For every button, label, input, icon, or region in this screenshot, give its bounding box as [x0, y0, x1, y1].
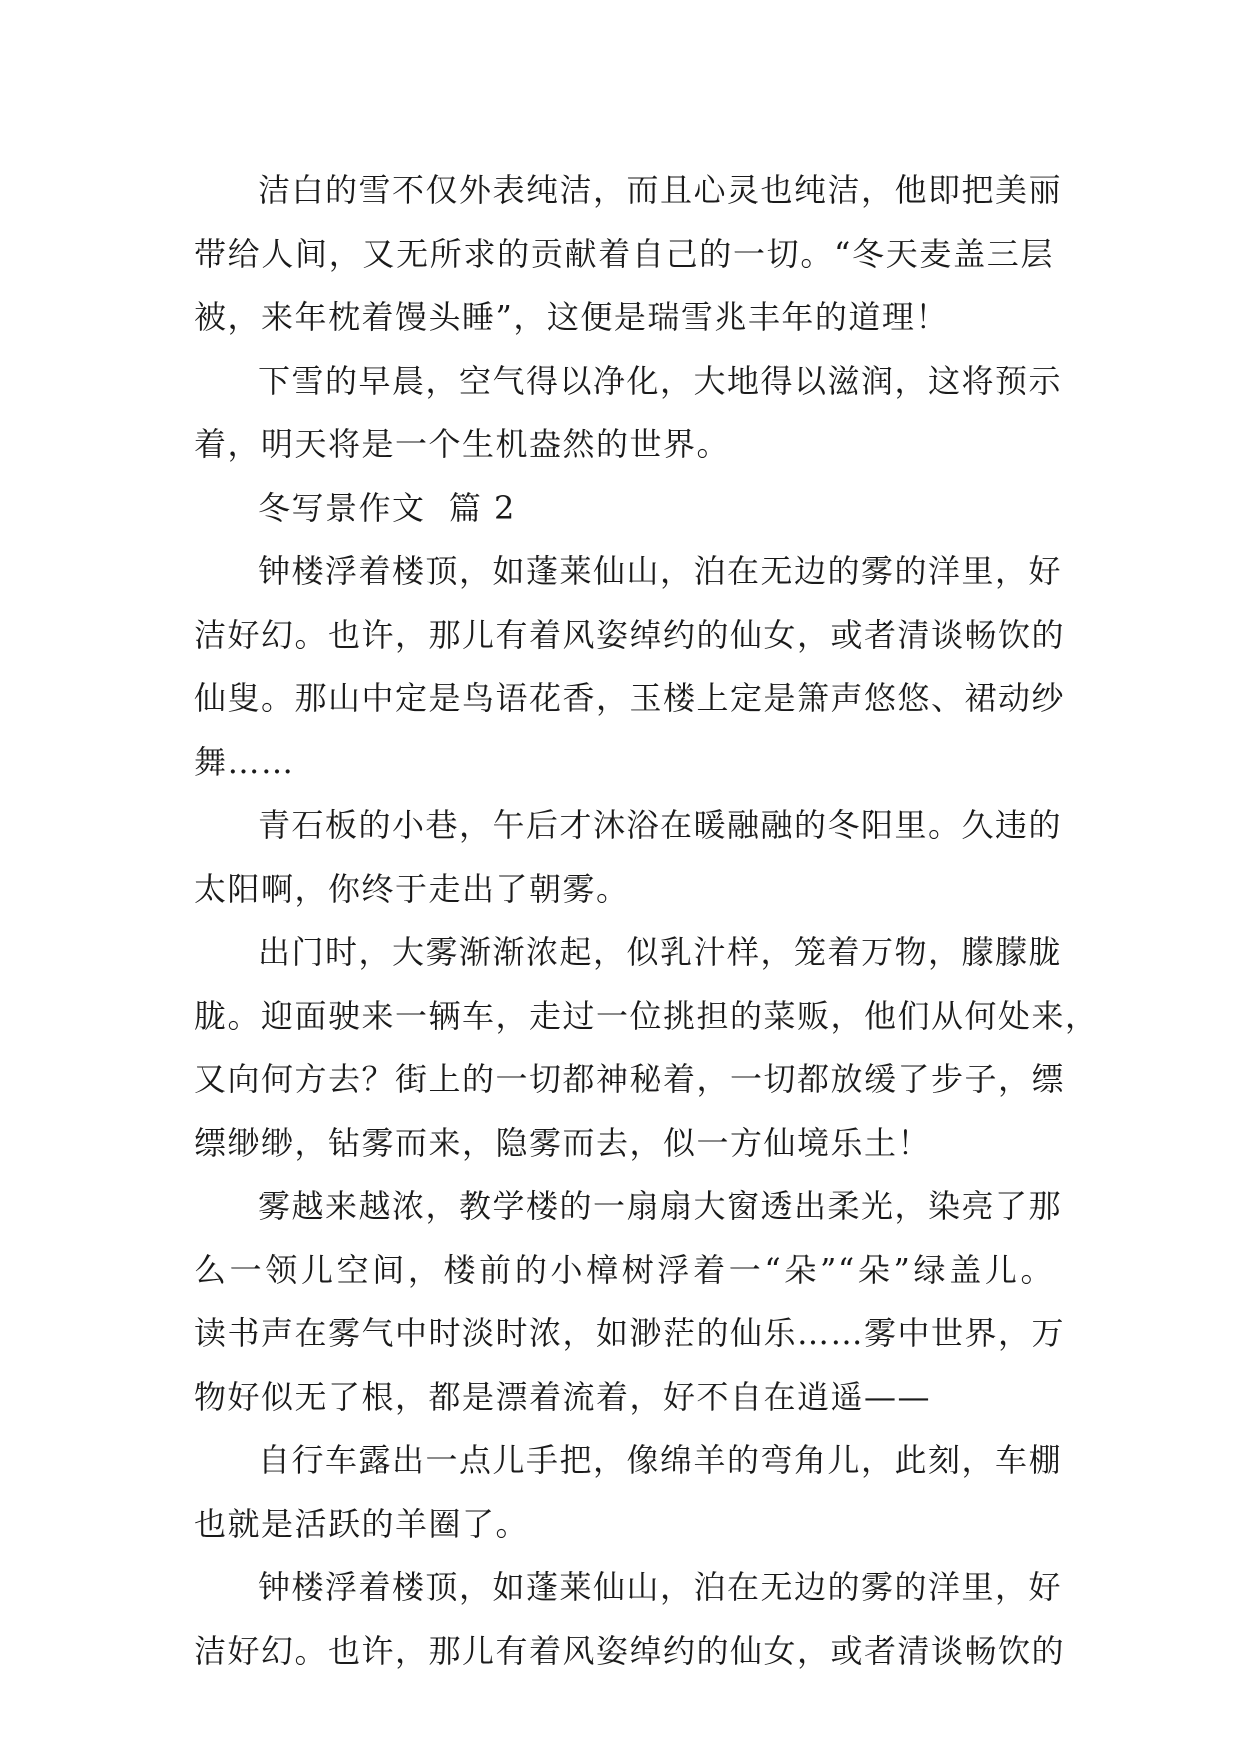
document-body [194, 159, 1099, 1683]
text-line: 钟楼浮着楼顶，如蓬莱仙山，泊在无边的雾的洋里，好 [258, 552, 1063, 590]
text-line: 青石板的小巷，午后才沐浴在暖融融的冬阳里。久违的 [258, 806, 1063, 844]
text-line: 读书声在雾气中时淡时浓，如渺茫的仙乐……雾中世界，万 [194, 1314, 1066, 1352]
text-line: 着，明天将是一个生机盎然的世界。 [194, 425, 731, 463]
text-line: 物好似无了根，都是漂着流着，好不自在逍遥—— [194, 1377, 932, 1416]
text-line: 舞…… [194, 742, 295, 781]
text-line: 么一领儿空间，楼前的小樟树浮着一“朵”“朵”绿盖儿。 [194, 1250, 1054, 1289]
text-line: 仙叟。那山中定是鸟语花香，玉楼上定是箫声悠悠、裙动纱 [194, 679, 1066, 717]
text-line: 洁好幻。也许，那儿有着风姿绰约的仙女，或者清谈畅饮的 [194, 1631, 1066, 1670]
text-line: 下雪的早晨，空气得以净化，大地得以滋润，这将预示 [258, 361, 1063, 400]
text-line: 钟楼浮着楼顶，如蓬莱仙山，泊在无边的雾的洋里，好 [258, 1568, 1063, 1606]
text-line: 也就是活跃的羊圈了。 [194, 1504, 530, 1543]
text-line: 自行车露出一点儿手把，像绵羊的弯角儿，此刻，车棚 [258, 1441, 1063, 1479]
text-line: 缥缈缈，钻雾而来，隐雾而去，似一方仙境乐土！ [194, 1123, 932, 1162]
text-line: 雾越来越浓，教学楼的一扇扇大窗透出柔光，染亮了那 [258, 1187, 1063, 1225]
text-line: 带给人间，又无所求的贡献着自己的一切。“冬天麦盖三层 [194, 234, 1054, 273]
section-heading: 冬写景作文 篇 2 [258, 488, 516, 527]
text-line: 胧。迎面驶来一辆车，走过一位挑担的菜贩，他们从何处来， [194, 996, 1099, 1035]
text-line: 太阳啊，你终于走出了朝雾。 [194, 869, 630, 908]
text-line: 又向何方去？街上的一切都神秘着，一切都放缓了步子，缥 [194, 1060, 1066, 1098]
text-line: 被，来年枕着馒头睡”，这便是瑞雪兆丰年的道理！ [194, 298, 949, 336]
text-line: 出门时，大雾渐渐浓起，似乳汁样，笼着万物，朦朦胧 [258, 933, 1063, 971]
text-line: 洁白的雪不仅外表纯洁，而且心灵也纯洁，他即把美丽 [258, 171, 1063, 209]
text-line: 洁好幻。也许，那儿有着风姿绰约的仙女，或者清谈畅饮的 [194, 615, 1066, 654]
